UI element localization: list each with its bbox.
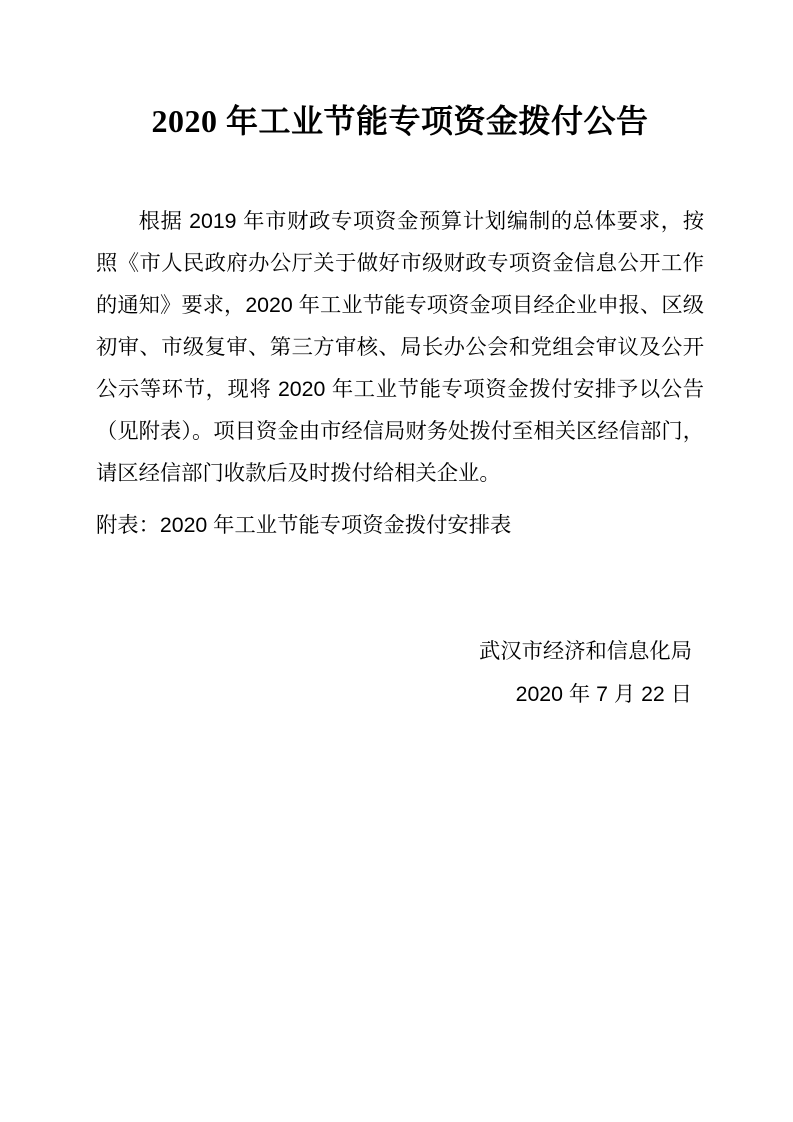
body-paragraph: 根据 2019 年市财政专项资金预算计划编制的总体要求，按照《市人民政府办公厅关于做好市级财政专项资金信息公开工作的通知》要求，2020 年工业节能专项资金项目经企业申报、区级初审、市级复审、第三方审核、局长办公会和党组会审议及公开公示等环节，现将 2020 年工业节能专项资金拨付安排予以公告（见附表）。项目资金由市经信局财务处拨付至相关区经信部门，请区经信部门收款后及时拨付给相关企业。	[96, 209, 704, 485]
attachment-note: 附表：2020 年工业节能专项资金拨付安排表	[96, 513, 512, 537]
signature-date: 2020 年 7 月 22 日	[515, 682, 692, 706]
signature-organization: 武汉市经济和信息化局	[479, 639, 692, 663]
document-title: 2020 年工业节能专项资金拨付公告	[151, 103, 649, 139]
signature-block	[96, 630, 704, 716]
